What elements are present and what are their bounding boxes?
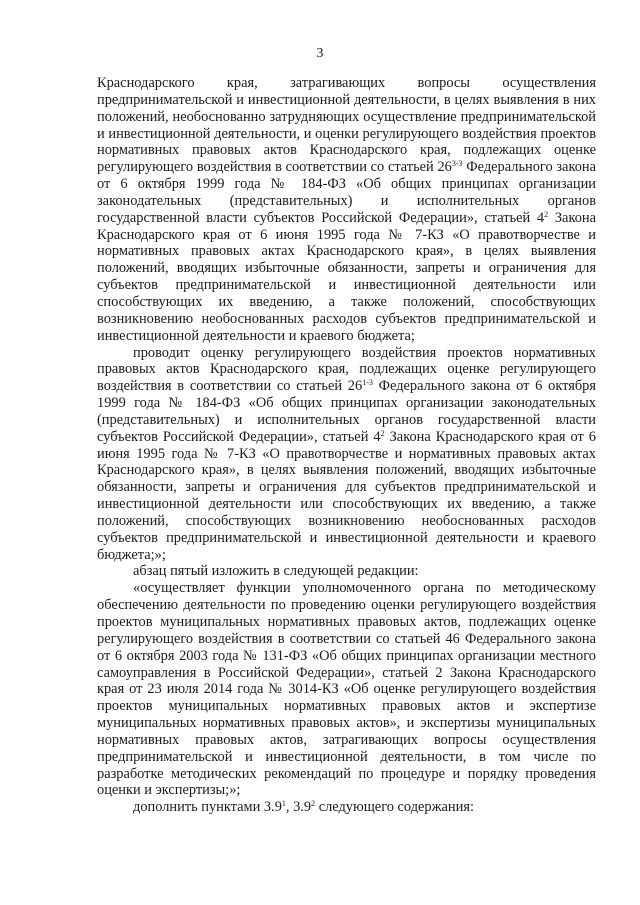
text-segment: Федерального закона от 6 октября 1999 года № 184-ФЗ «Об общих принципах организации законодательных (представительных) и исполнительных органов государственной власти субъектов Российской Федерации», статьей 4 [97,378,596,445]
text-segment: проводит оценку регулирующего воздействия проектов нормативных правовых актов Краснодарского края, подлежащих оценке регулирующего воздействия в соответствии со статьей 26 [97,344,596,395]
text-segment: следующего содержания: [315,799,474,816]
superscript: 2 [380,428,385,438]
text-segment: Закона Краснодарского края от 6 июня 1995 года № 7-КЗ «О правотворчестве и нормативных правовых актах Краснодарского края», в целях выявления положений, вводящих избыточные обязанности, запреты и ограничения для субъектов предпринимательской и инвестиционной деятельности или способствующих их введению, а также положений, способствующих возникновению необоснованных расходов субъектов предпринимательской и инвестиционной деятельности и краевого бюджета; [97,209,596,344]
paragraph [97,799,596,816]
text-segment: «осуществляет функции уполномоченного органа по методическому обеспечению деятельности по проведению оценки регулирующего воздействия проектов муниципальных нормативных правовых актов, подлежащих оценке регулирующего воздействия в соответствии со статьей 46 Федерального закона от 6 октября 2003 года № 131-ФЗ «Об общих принципах организации местного самоуправления в Российской Федерации», статьей 2 Закона Краснодарского края от 23 июля 2014 года № 3014-КЗ «Об оценке регулирующего воздействия проектов муниципальных нормативных правовых актов и экспертизе муниципальных нормативных правовых актов», и экспертизы муниципальных нормативных правовых актов, затрагивающих вопросы осуществления предпринимательской и инвестиционной деятельности, в том числе по разработке методических рекомендаций по процедуре и порядку проведения оценки и экспертизы;»; [97,580,596,799]
superscript: 1 [281,799,286,809]
text-segment: Федерального закона от 6 октября 1999 года № 184-ФЗ «Об общих принципах организации законодательных (представительных) и исполнительных органов государственной власти субъектов Российской Федерации», статьей 4 [97,159,596,226]
text-segment: абзац пятый изложить в следующей редакции: [133,563,419,580]
text-segment: Закона Краснодарского края от 6 июня 1995 года № 7-КЗ «О правотворчестве и нормативных правовых актах Краснодарского края», в целях выявления положений, вводящих избыточные обязанности, запреты и ограничения для субъектов предпринимательской и инвестиционной деятельности или способствующих их введению, а также положений, способствующих возникновению необоснованных расходов субъектов предпринимательской и инвестиционной деятельности и краевого бюджета;»; [97,428,596,563]
paragraph [97,345,596,564]
paragraph [97,580,596,799]
text-segment: дополнить пунктами 3.9 [133,799,282,816]
document-body [97,75,596,816]
superscript: 2 [544,209,549,219]
text-segment: Краснодарского края, затрагивающих вопросы осуществления предпринимательской и инвестиционной деятельности, в целях выявления в них положений, необоснованно затрудняющих осуществление предпринимательской и инвестиционной деятельности, и оценки регулирующего воздействия проектов нормативных правовых актов Краснодарского края, подлежащих оценке регулирующего воздействия в соответствии со статьей 26 [97,75,596,176]
paragraph [97,75,596,345]
superscript: 1-3 [362,378,373,388]
page-number: 3 [316,46,324,61]
text-segment: , 3.9 [285,799,312,816]
superscript: 3-3 [451,159,463,169]
superscript: 2 [311,799,316,809]
paragraph [97,563,596,580]
